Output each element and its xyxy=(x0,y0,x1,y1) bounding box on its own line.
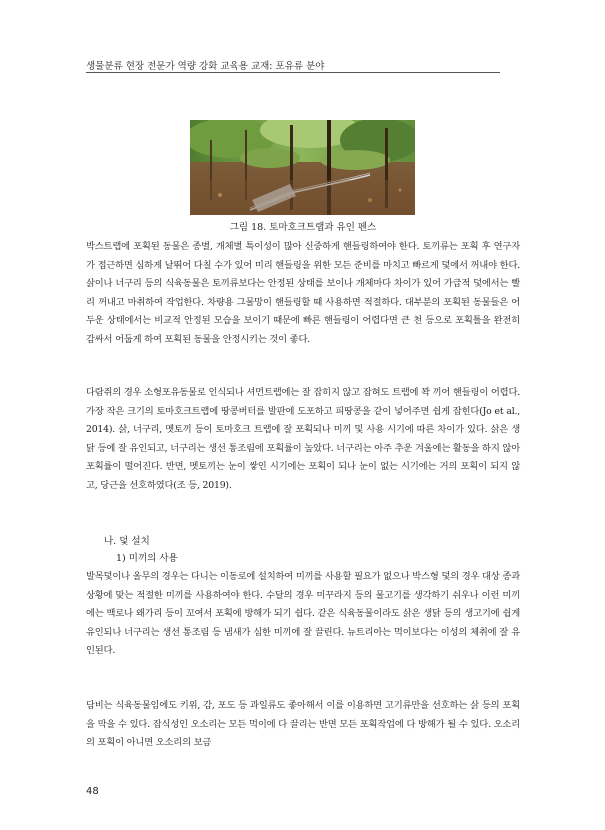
paragraph-box-trap-handling xyxy=(86,238,520,349)
section-heading: 나. 덫 설치 xyxy=(104,536,150,547)
paragraph-text: 담비는 식육동물임에도 키위, 감, 포도 등 과일류도 좋아해서 이를 이용하면 고기류만을 선호하는 삵 등의 포획을 막을 수 있다. 잡식성인 오소리는 모든 먹이에 다 끌리는 반면 모든 포획작업에 다 방해가 될 수 있다. 오소리의 포획이 아니면 오소리의 보금 xyxy=(86,700,520,749)
paragraph-text: 다람쥐의 경우 소형포유동물로 인식되나 셔먼트랩에는 잘 잡히지 않고 잡혀도 트랩에 꽉 끼어 핸들링이 어렵다. 가장 작은 크기의 토마호크트랩에 땅콩버터를 발판에 도포하고 피땅콩을 같이 넣어주면 쉽게 잡힌다(Jo et al., 2014). 삵, 너구리, 멧토끼 등이 토마호크 트랩에 잘 포획되나 미끼 및 사용 시기에 따른 차이가 있다. 삵은 생닭 등에 잘 유인되고, 너구리는 생선 통조림에 포획률이 높았다. 너구리는 아주 추운 겨울에는 활동을 하지 않아 포획률이 떨어진다. 반면, 멧토끼는 눈이 쌓인 시기에는 포획이 되나 눈이 없는 시기에는 거의 포획이 되지 않고, 당근을 선호하였다(조 등, 2019). xyxy=(86,387,520,491)
figure-caption: 그림 18. 토마호크트랩과 유인 펜스 xyxy=(229,222,377,233)
trap-photo xyxy=(190,120,415,215)
paragraph-squirrel-capture xyxy=(86,384,520,495)
header-divider xyxy=(86,72,500,73)
page-number: 48 xyxy=(86,786,99,797)
paragraph-bait-usage xyxy=(86,568,520,661)
paragraph-text: 박스트랩에 포획된 동물은 종별, 개체별 특이성이 많아 신중하게 핸들링하여야 한다. 토끼류는 포획 후 연구자가 접근하면 심하게 날뛰어 다칠 수가 있어 미리 핸들링을 위한 모든 준비를 마치고 빠르게 덫에서 꺼내야 한다. 삵이나 너구리 등의 식육동물은 토끼류보다는 안정된 상태를 보이나 개체마다 차이가 있어 가급적 덫에서는 빨리 꺼내고 마취하여 작업한다. 차량용 그물망이 핸들링할 때 사용하면 적절하다. 대부분의 포획된 동물들은 어두운 상태에서는 비교적 안정된 모습을 보이기 때문에 빠른 핸들링이 어렵다면 큰 천 등으로 포획틀을 완전히 감싸서 어둡게 하여 포획된 동물을 안정시키는 것이 좋다. xyxy=(86,241,520,345)
forest-trap-image xyxy=(190,120,415,215)
subsection-heading: 1) 미끼의 사용 xyxy=(116,553,178,564)
running-header: 생물분류 현장 전문가 역량 강화 교육용 교재: 포유류 분야 xyxy=(86,61,325,72)
paragraph-text: 발목덫이나 올무의 경우는 다니는 이동로에 설치하여 미끼를 사용할 필요가 없으나 박스형 덫의 경우 대상 종과 상황에 맞는 적절한 미끼를 사용하여야 한다. 수달의 경우 미꾸라지 등의 물고기를 생각하기 쉬우나 이런 미끼에는 백로나 왜가리 등이 꼬여서 포획에 방해가 되기 쉽다. 같은 식육동물이라도 삵은 생닭 등의 생고기에 쉽게 유인되나 너구리는 생선 통조림 등 냄새가 심한 미끼에 잘 끌린다. 뉴트리아는 먹이보다는 이성의 체취에 잘 유인된다. xyxy=(86,571,520,657)
paragraph-marten-bait xyxy=(86,697,520,753)
